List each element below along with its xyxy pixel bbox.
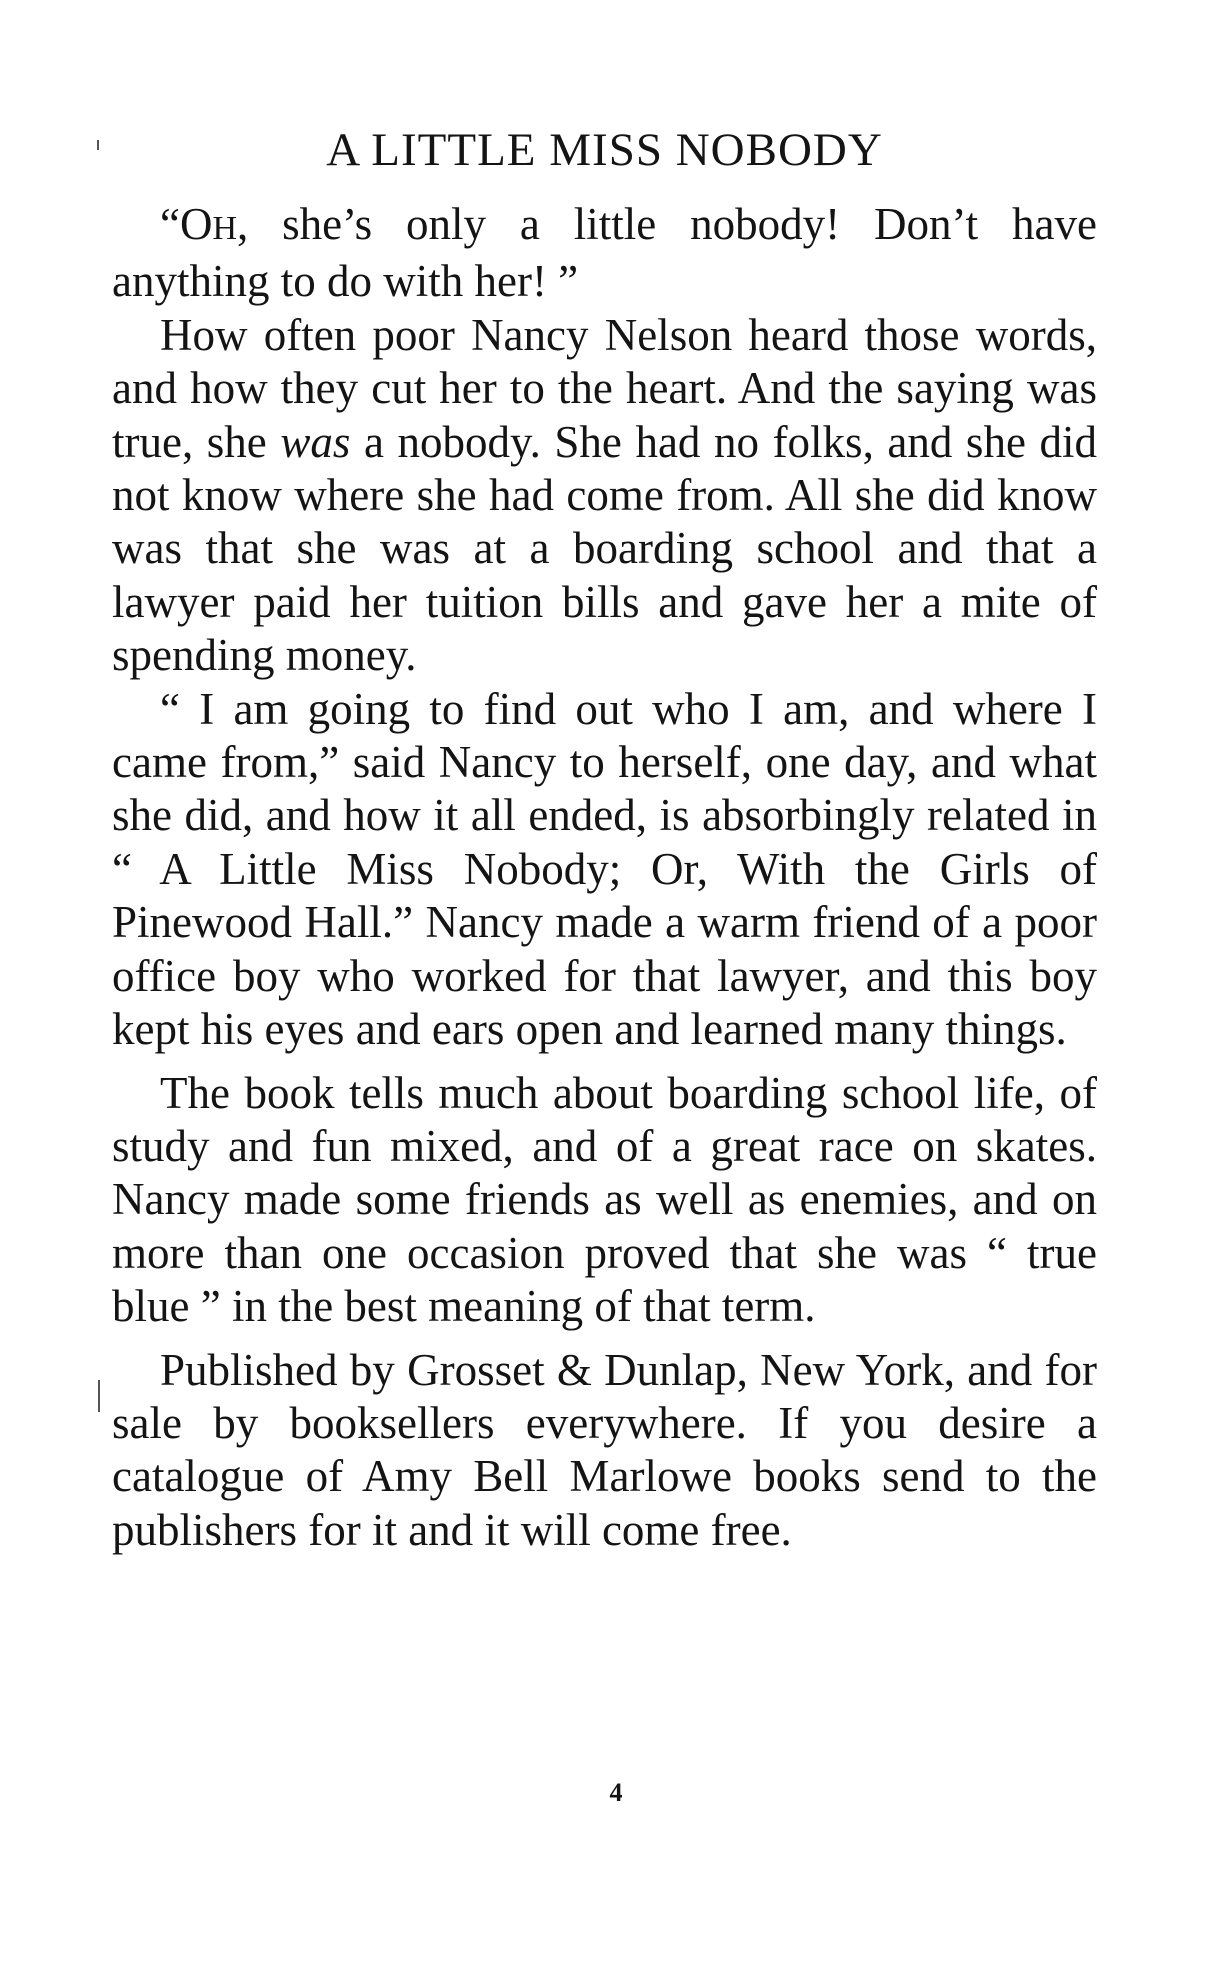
paragraph-1 bbox=[112, 198, 1097, 309]
paragraph-2-before: How often poor Nancy Nelson heard those words, and how they cut her to the heart. And the saying was true, she bbox=[112, 309, 1097, 467]
paragraph-1-quote: “ bbox=[160, 199, 180, 249]
print-mark bbox=[98, 1380, 100, 1412]
page-number: 4 bbox=[609, 1778, 623, 1807]
paragraph-3: “ I am going to find out who I am, and where I came from,” said Nancy to herself, one day, and what she did, and how it all ended, is absorbingly related in “ A Little Miss Nobody; Or, With the Girls of Pinewood Hall.” Nancy made a warm friend of a poor office boy who worked for that lawyer, and this boy kept his eyes and ears open and learned many things. bbox=[112, 683, 1097, 1055]
paragraph-1-first-letter: O bbox=[179, 199, 213, 249]
paragraph-5: Published by Grosset & Dunlap, New York, and for sale by booksellers everywhere. If you desire a catalogue of Amy Bell Marlowe books send to the publishers for it and it will come free. bbox=[112, 1344, 1097, 1555]
paragraph-2-emphasis: was bbox=[280, 416, 351, 467]
paragraph-4: The book tells much about boarding school life, of study and fun mixed, and of a great race on skates. Nancy made some friends as well as enemies, and on more than one occasion proved that she was “ true blue ” in the best meaning of that term. bbox=[112, 1067, 1097, 1332]
print-mark bbox=[97, 140, 99, 150]
page-body bbox=[112, 120, 1097, 1557]
paragraph-2 bbox=[112, 309, 1097, 683]
paragraph-1-text: , she’s only a little nobody! Don’t have anything to do with her! ” bbox=[112, 199, 1097, 307]
page-heading: A LITTLE MISS NOBODY bbox=[326, 124, 883, 176]
paragraph-1-smallcaps: H bbox=[212, 210, 238, 247]
paragraph-2-after: a nobody. She had no folks, and she did not know where she had come from. All she did know was that she was at a boarding school and that a lawyer paid her tuition bills and gave her a mite of spending money. bbox=[112, 416, 1097, 681]
